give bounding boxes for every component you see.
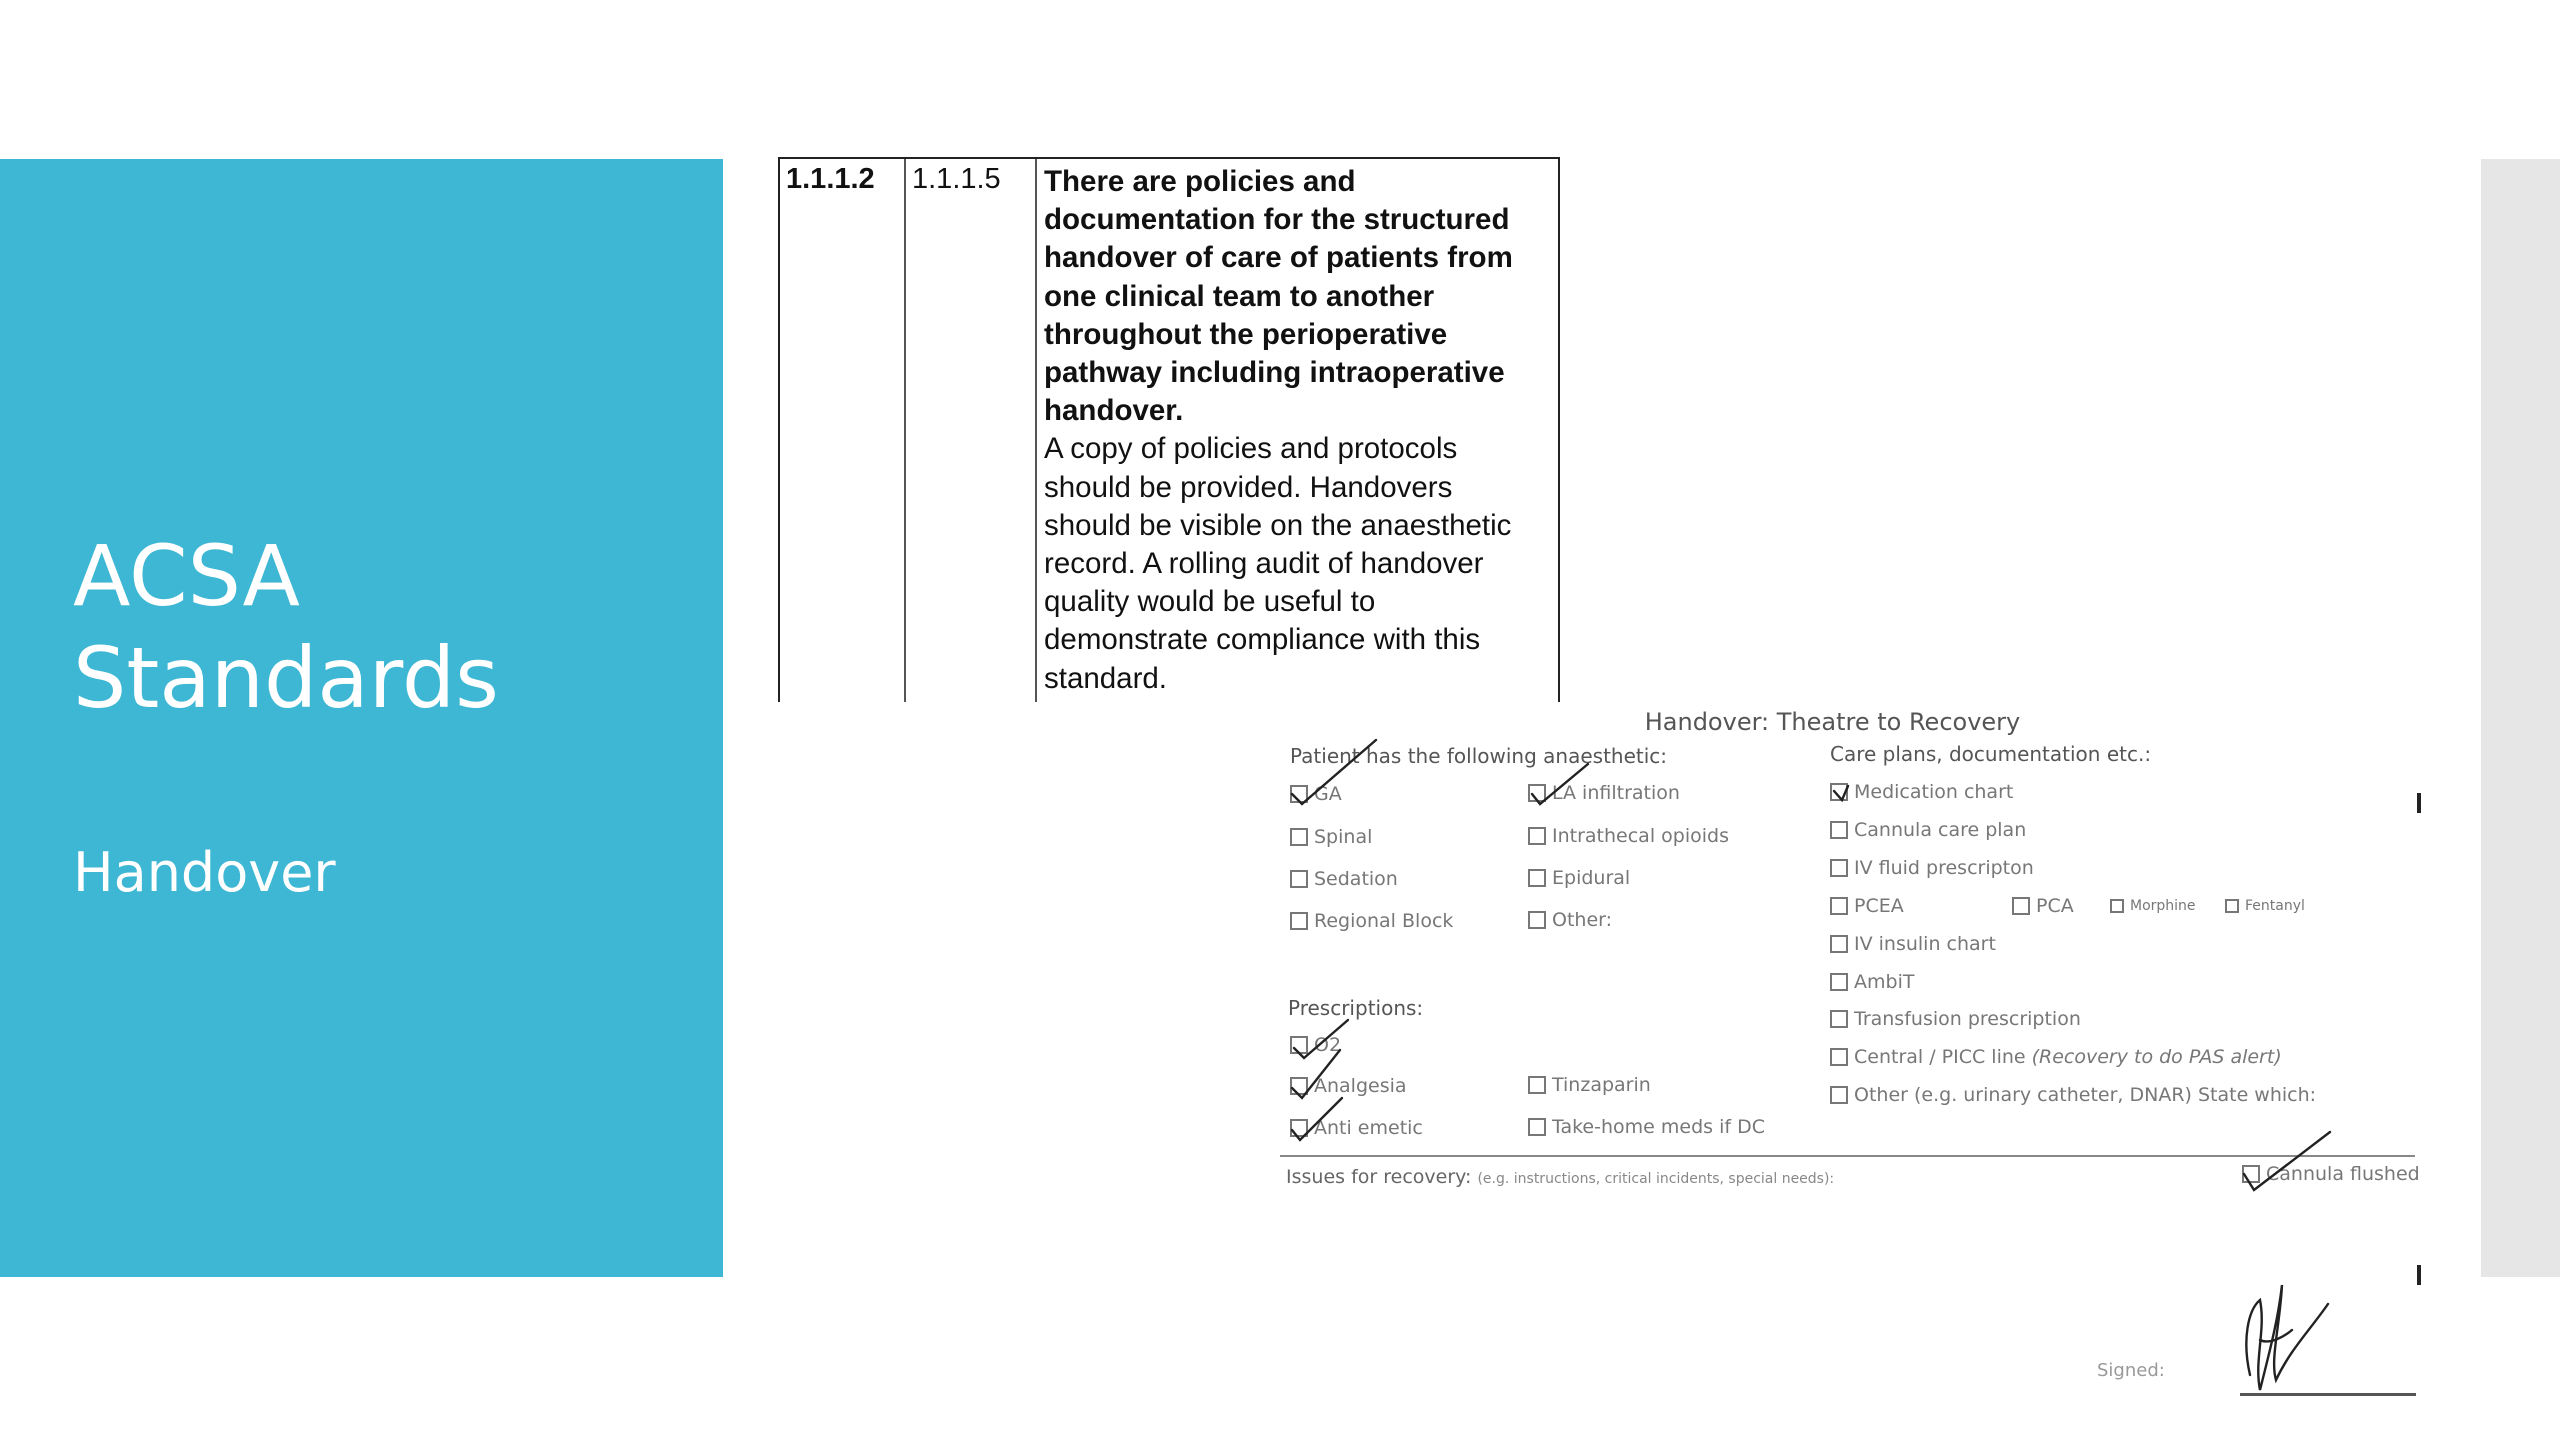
form-title: Handover: Theatre to Recovery [1644, 708, 2021, 736]
checkbox-label: Fentanyl [2245, 898, 2305, 914]
checkbox-label: Morphine [2130, 898, 2196, 914]
checkbox-label: O2 [1314, 1034, 1342, 1056]
slide-title-line1: ACSA [73, 527, 300, 625]
scan-mark [2417, 1265, 2421, 1285]
checkbox-label: Regional Block [1314, 910, 1454, 932]
tick-mark [1292, 1098, 1342, 1140]
handover-form-scan [1270, 700, 2430, 1420]
checkbox-label: Anti emetic [1314, 1117, 1423, 1139]
checkbox-label: Cannula flushed [2266, 1163, 2420, 1185]
checkbox-label: Tinzaparin [1552, 1074, 1651, 1096]
desc-line: A copy of policies and protocols [1044, 432, 1458, 466]
table-column-divider [904, 159, 906, 702]
checkbox-label: IV fluid prescripton [1854, 857, 2034, 879]
standards-table [778, 157, 1560, 702]
checkbox-label: GA [1314, 783, 1342, 805]
standard-description [1044, 163, 1556, 698]
standard-id-secondary: 1.1.1.5 [912, 163, 1001, 195]
care-plans-heading: Care plans, documentation etc.: [1830, 742, 2152, 766]
checkbox-label: Analgesia [1314, 1075, 1407, 1097]
desc-bold-line: pathway including intraoperative [1044, 356, 1505, 390]
desc-line: quality would be useful to [1044, 585, 1376, 619]
checkbox-label: Sedation [1314, 868, 1398, 890]
tick-mark [1292, 740, 1376, 804]
tick-mark [1532, 764, 1588, 804]
anaesthetic-heading: Patient has the following anaesthetic: [1290, 744, 1668, 768]
desc-line: standard. [1044, 661, 1167, 695]
checkbox-label: Intrathecal opioids [1552, 825, 1729, 847]
desc-bold-line: one clinical team to another [1044, 279, 1435, 313]
tick-mark [1292, 1050, 1340, 1098]
handwritten-ticks [1270, 700, 2430, 1420]
tick-mark [2244, 1132, 2330, 1190]
checkbox-label: Cannula care plan [1854, 819, 2027, 841]
desc-bold-line: handover of care of patients from [1044, 241, 1513, 275]
desc-bold-line: documentation for the structured [1044, 203, 1510, 237]
prescriptions-heading: Prescriptions: [1288, 996, 1424, 1020]
desc-bold-line: handover. [1044, 394, 1184, 428]
checkbox-label: PCEA [1854, 895, 1904, 917]
tick-mark [1294, 1020, 1348, 1058]
signature-scribble [2246, 1285, 2328, 1390]
desc-line: should be visible on the anaesthetic [1044, 508, 1512, 542]
checkbox-label: PCA [2036, 895, 2074, 917]
central-line-note: (Recovery to do PAS alert) [2031, 1046, 2282, 1068]
slide-subtitle: Handover [73, 841, 336, 904]
standard-id-primary: 1.1.1.2 [786, 163, 875, 195]
checkbox-label: Transfusion prescription [1854, 1008, 2081, 1030]
checkbox-label: IV insulin chart [1854, 933, 1996, 955]
slide-title [73, 525, 693, 729]
issues-label: Issues for recovery: [1286, 1166, 1472, 1188]
checkbox-label: AmbiT [1854, 971, 1915, 993]
desc-bold-line: throughout the perioperative [1044, 317, 1448, 351]
checkbox-label: Other (e.g. urinary catheter, DNAR) State which: [1854, 1084, 2317, 1106]
checkbox-label: Spinal [1314, 826, 1373, 848]
tick-mark [1834, 786, 1848, 800]
desc-line: should be provided. Handovers [1044, 470, 1453, 504]
desc-line: record. A rolling audit of handover [1044, 547, 1484, 581]
checkbox-label: Epidural [1552, 867, 1631, 889]
table-column-divider [1035, 159, 1037, 702]
issues-hint: (e.g. instructions, critical incidents, special needs): [1477, 1171, 1835, 1187]
checkbox-label: Medication chart [1854, 781, 2014, 803]
signed-label: Signed: [2097, 1360, 2165, 1381]
checkbox-label: Take-home meds if DC [1552, 1116, 1765, 1138]
checkbox-label: Other: [1552, 909, 1613, 931]
slide-title-line2: Standards [73, 629, 499, 727]
desc-bold-line: There are policies and [1044, 165, 1356, 198]
checkbox-label: LA infiltration [1552, 782, 1680, 804]
scan-mark [2417, 793, 2421, 813]
right-decor-strip [2481, 159, 2560, 1277]
desc-line: demonstrate compliance with this [1044, 623, 1481, 657]
checkbox-label: Central / PICC line [1854, 1046, 2026, 1068]
